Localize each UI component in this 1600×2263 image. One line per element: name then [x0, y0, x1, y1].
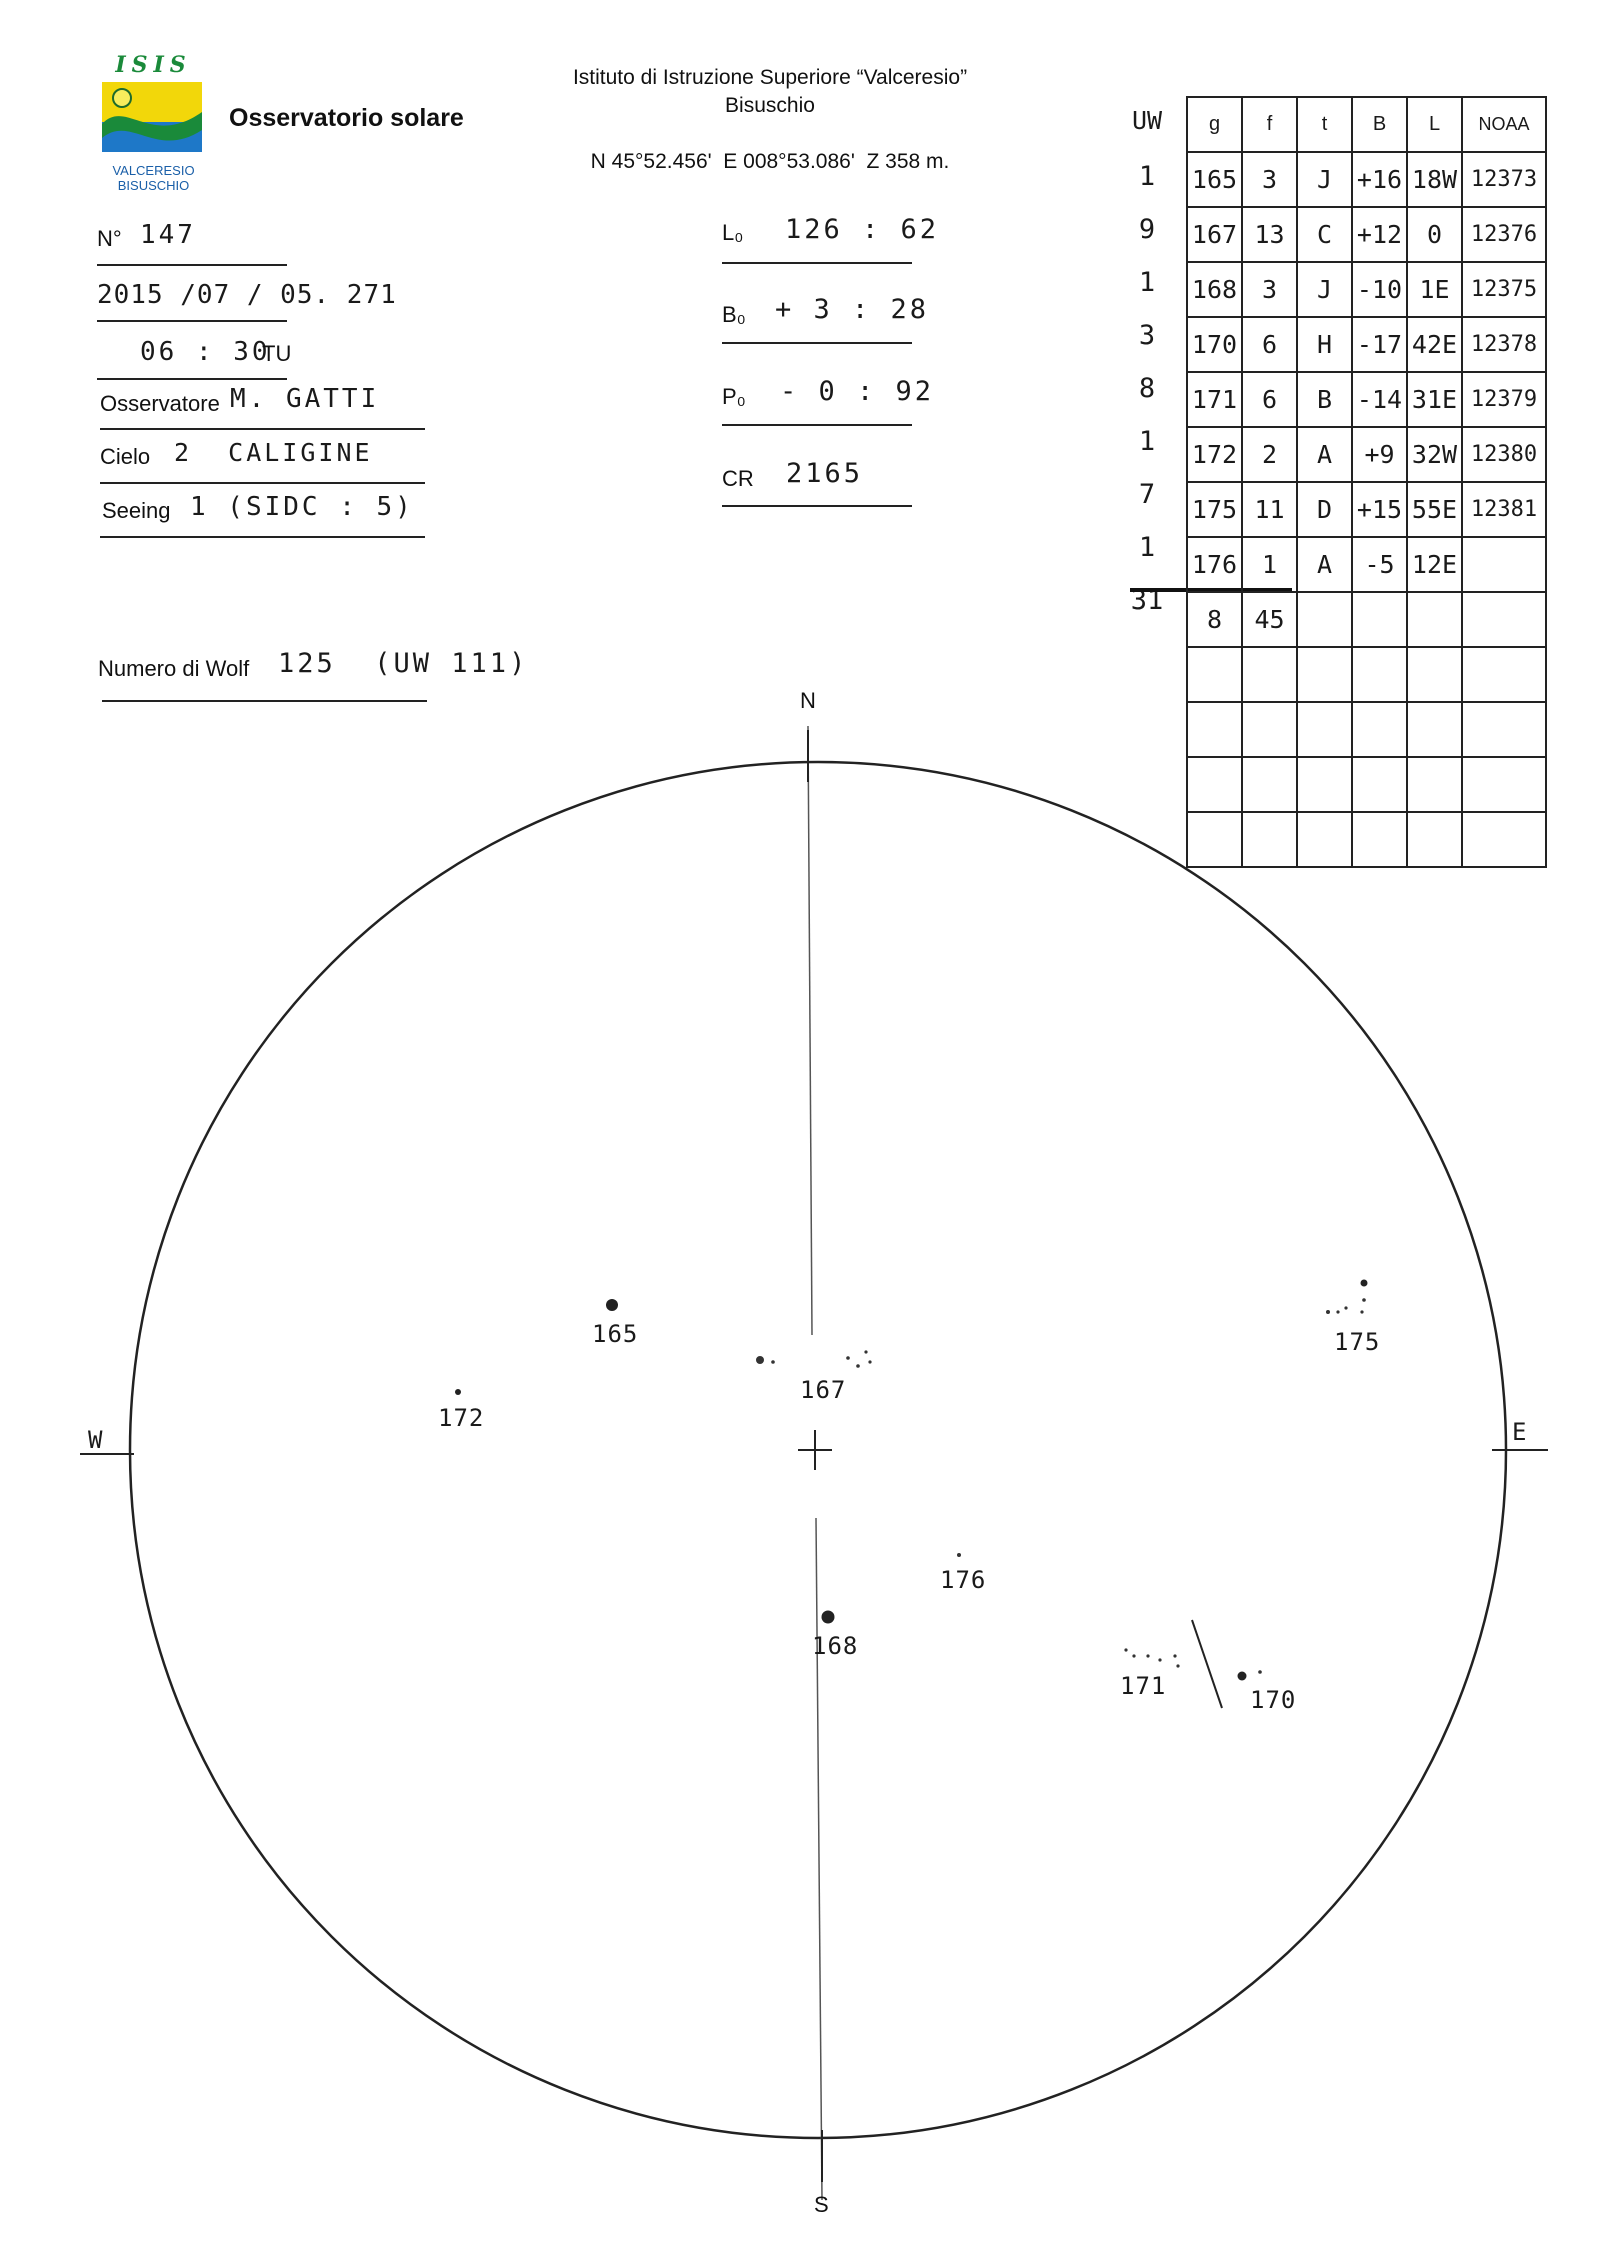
sunspot — [1124, 1648, 1127, 1651]
sunspot — [846, 1356, 850, 1360]
cr-value: 2165 — [786, 458, 864, 489]
table-cell: 45 — [1242, 592, 1297, 647]
col-header-g: g — [1187, 97, 1242, 152]
group-label-170: 170 — [1250, 1686, 1297, 1714]
institute-town: Bisuschio — [725, 94, 815, 117]
north-axis — [808, 726, 812, 1335]
record-date: 2015 /07 / 05. 271 — [97, 280, 397, 310]
sunspot — [1361, 1280, 1368, 1287]
uw-header: UW — [1131, 106, 1163, 135]
table-cell: 12376 — [1462, 207, 1546, 262]
table-cell: 12E — [1407, 537, 1462, 592]
table-cell: 12381 — [1462, 482, 1546, 537]
table-cell: A — [1297, 427, 1352, 482]
sunspot — [868, 1360, 871, 1363]
table-cell: 12379 — [1462, 372, 1546, 427]
table-cell: B — [1297, 372, 1352, 427]
sky-value: 2 CALIGINE — [174, 438, 373, 467]
b0-value: + 3 : 28 — [775, 294, 930, 325]
table-cell: J — [1297, 262, 1352, 317]
table-cell: +16 — [1352, 152, 1407, 207]
sunspot — [822, 1611, 835, 1624]
sunspot — [957, 1553, 961, 1557]
group-label-168: 168 — [812, 1632, 859, 1660]
table-cell: -5 — [1352, 537, 1407, 592]
table-cell: 0 — [1407, 207, 1462, 262]
observer-label: Osservatore — [100, 391, 220, 416]
col-header-l: L — [1407, 97, 1462, 152]
seeing-value: 1 (SIDC : 5) — [190, 492, 414, 522]
cr-label: CR — [722, 466, 754, 491]
sunspot — [856, 1364, 860, 1368]
uw-value: 1 — [1138, 532, 1156, 563]
table-cell: 165 — [1187, 152, 1242, 207]
table-cell: +15 — [1352, 482, 1407, 537]
record-time-unit: TU — [262, 341, 292, 366]
group-label-172: 172 — [438, 1404, 485, 1432]
uw-value: 7 — [1138, 479, 1156, 510]
group-label-171: 171 — [1120, 1672, 1167, 1700]
table-cell: 171 — [1187, 372, 1242, 427]
table-cell: D — [1297, 482, 1352, 537]
uw-value: 1 — [1138, 426, 1156, 457]
sunspot — [1362, 1298, 1366, 1302]
table-cell: 1E — [1407, 262, 1462, 317]
sunspot — [1336, 1310, 1339, 1313]
sunspot — [1238, 1672, 1247, 1681]
table-cell: 176 — [1187, 537, 1242, 592]
table-cell: J — [1297, 152, 1352, 207]
group-label-175: 175 — [1334, 1328, 1381, 1356]
uw-value: 9 — [1138, 214, 1156, 245]
sunspot — [606, 1299, 618, 1311]
col-header-t: t — [1297, 97, 1352, 152]
table-cell: +9 — [1352, 427, 1407, 482]
table-cell: 170 — [1187, 317, 1242, 372]
east-label: E — [1512, 1418, 1530, 1446]
table-cell: -14 — [1352, 372, 1407, 427]
table-cell: A — [1297, 537, 1352, 592]
group-label-176: 176 — [940, 1566, 987, 1594]
table-cell: 8 — [1187, 592, 1242, 647]
table-cell: 2 — [1242, 427, 1297, 482]
north-label: N — [800, 688, 816, 713]
sky-label: Cielo — [100, 444, 151, 469]
observer-name: M. GATTI — [230, 384, 380, 414]
table-cell: 172 — [1187, 427, 1242, 482]
uw-value: 1 — [1138, 161, 1156, 192]
seeing-label: Seeing — [102, 498, 171, 523]
table-cell: 32W — [1407, 427, 1462, 482]
table-cell: 31E — [1407, 372, 1462, 427]
sunspot — [771, 1360, 775, 1364]
table-cell: 18W — [1407, 152, 1462, 207]
table-cell: 167 — [1187, 207, 1242, 262]
table-cell: 13 — [1242, 207, 1297, 262]
logo-line2: BISUSCHIO — [117, 178, 190, 193]
sunspot — [1146, 1654, 1149, 1657]
table-cell: 12380 — [1462, 427, 1546, 482]
record-number: 147 — [140, 220, 196, 250]
table-cell: 42E — [1407, 317, 1462, 372]
wolf-value: 125 (UW 111) — [278, 648, 529, 679]
uw-value: 1 — [1138, 267, 1156, 298]
group-divider — [1192, 1620, 1222, 1708]
record-time: 06 : 30 — [140, 337, 271, 367]
table-cell: 3 — [1242, 262, 1297, 317]
col-header-b: B — [1352, 97, 1407, 152]
observatory-title: Osservatorio solare — [229, 104, 464, 132]
uw-value: 8 — [1138, 373, 1156, 404]
group-label-167: 167 — [800, 1376, 847, 1404]
sunspot — [864, 1350, 867, 1353]
table-cell: -10 — [1352, 262, 1407, 317]
logo-line1: VALCERESIO — [112, 163, 195, 178]
sunspot — [1158, 1658, 1161, 1661]
sunspot — [1326, 1310, 1330, 1314]
institute-name: Istituto di Istruzione Superiore “Valceresio” — [572, 66, 968, 89]
table-cell: 168 — [1187, 262, 1242, 317]
uw-total: 31 — [1130, 585, 1164, 616]
sunspot — [756, 1356, 764, 1364]
sunspot — [455, 1389, 461, 1395]
p0-label: P₀ — [722, 384, 746, 409]
table-cell: 3 — [1242, 152, 1297, 207]
table-cell: 1 — [1242, 537, 1297, 592]
table-cell: H — [1297, 317, 1352, 372]
table-cell: 6 — [1242, 372, 1297, 427]
sunspot — [1173, 1654, 1176, 1657]
col-header-f: f — [1242, 97, 1297, 152]
table-cell: 12378 — [1462, 317, 1546, 372]
table-cell: 12373 — [1462, 152, 1546, 207]
table-cell: 55E — [1407, 482, 1462, 537]
west-label: W — [88, 1426, 106, 1454]
uw-value: 3 — [1138, 320, 1156, 351]
south-axis — [816, 1518, 822, 2200]
south-label: S — [814, 2192, 829, 2217]
table-cell: -17 — [1352, 317, 1407, 372]
table-cell: +12 — [1352, 207, 1407, 262]
sunspot — [1176, 1664, 1179, 1667]
b0-label: B₀ — [722, 302, 746, 327]
sunspot — [1132, 1654, 1135, 1657]
sunspot — [1360, 1310, 1363, 1313]
table-cell: C — [1297, 207, 1352, 262]
col-header-noaa: NOAA — [1462, 97, 1546, 152]
sunspot — [1344, 1306, 1347, 1309]
record-number-label: N° — [97, 226, 122, 251]
l0-label: L₀ — [722, 220, 744, 245]
table-cell: 12375 — [1462, 262, 1546, 317]
group-label-165: 165 — [592, 1320, 639, 1348]
institute-coords: N 45°52.456' E 008°53.086' Z 358 m. — [590, 150, 950, 173]
l0-value: 126 : 62 — [785, 214, 940, 245]
sunspot — [1258, 1670, 1262, 1674]
logo-wordmark: ISIS — [115, 52, 192, 78]
table-cell: 11 — [1242, 482, 1297, 537]
wolf-label: Numero di Wolf — [98, 656, 250, 681]
p0-value: - 0 : 92 — [780, 376, 935, 407]
table-cell: 6 — [1242, 317, 1297, 372]
table-cell: 175 — [1187, 482, 1242, 537]
